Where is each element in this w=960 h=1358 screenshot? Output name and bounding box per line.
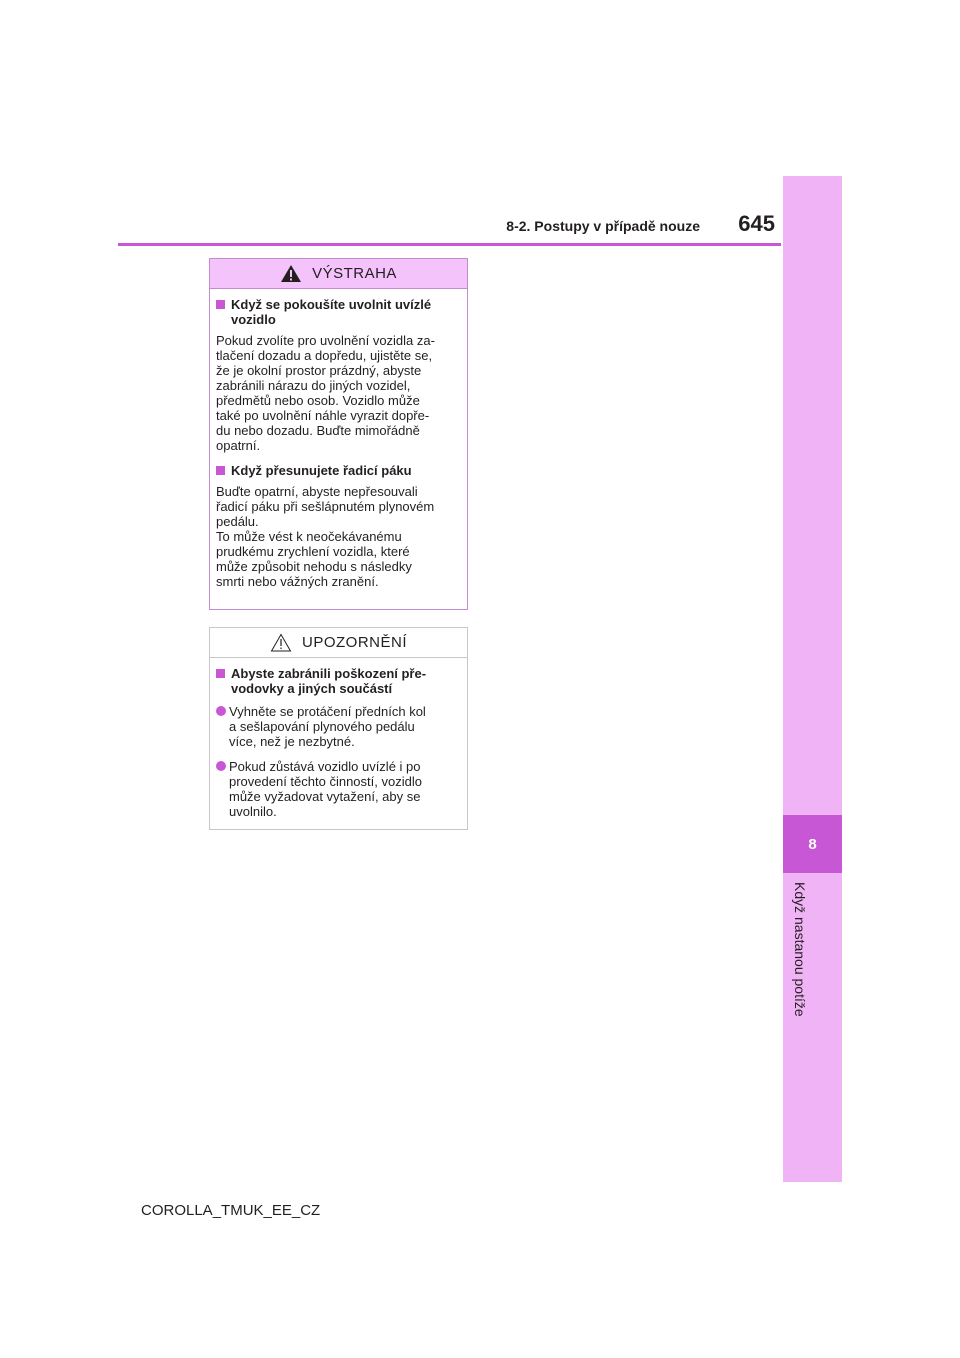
header-rule (118, 243, 781, 246)
warning-subheading: Když přesunujete řadicí páku (216, 463, 459, 478)
caution-box (209, 627, 468, 830)
warning-triangle-icon (280, 264, 302, 283)
warning-paragraph: Pokud zvolíte pro uvolnění vozidla za- tlačení dozadu a dopředu, ujistěte se, že je okolní prostor prázdný, abyste zabránili nárazu do jiných vozidel, předmětů nebo osob. Vozidlo může také po uvolnění náhle vyrazit dopře- du nebo dozadu. Buďte mimořádně opatrní. (216, 333, 435, 453)
chapter-title: Když nastanou potíže (792, 882, 808, 1017)
caution-bullet: Vyhněte se protáčení předních kol a sešlapování plynového pedálu více, než je nezbytné. (216, 704, 459, 749)
warning-box (209, 258, 468, 610)
caution-subheading: Abyste zabránili poškození pře- vodovky a jiných součástí (216, 666, 459, 696)
square-bullet-icon (216, 669, 225, 678)
caution-bullet: Pokud zůstává vozidlo uvízlé i po provedení těchto činností, vozidlo může vyžadovat vytažení, aby se uvolnilo. (216, 759, 459, 819)
chapter-number: 8 (783, 815, 842, 873)
round-bullet-icon (216, 761, 226, 771)
section-title: 8-2. Postupy v případě nouze (506, 218, 700, 234)
caution-title: UPOZORNĚNÍ (301, 634, 407, 651)
square-bullet-icon (216, 300, 225, 309)
square-bullet-icon (216, 466, 225, 475)
caution-header (210, 628, 467, 658)
round-bullet-icon (216, 706, 226, 716)
caution-triangle-icon (270, 633, 292, 652)
warning-subheading: Když se pokoušíte uvolnit uvízlé vozidlo (216, 297, 459, 327)
warning-title: VÝSTRAHA (312, 265, 397, 282)
warning-paragraph: Buďte opatrní, abyste nepřesouvali řadicí páku při sešlápnutém plynovém pedálu. To může vést k neočekávanému prudkému zrychlení vozidla, které může způsobit nehodu s následky smrti nebo vážných zranění. (216, 484, 435, 589)
page-number: 645 (738, 211, 775, 236)
warning-header (210, 259, 467, 289)
document-code: COROLLA_TMUK_EE_CZ (141, 1202, 321, 1219)
